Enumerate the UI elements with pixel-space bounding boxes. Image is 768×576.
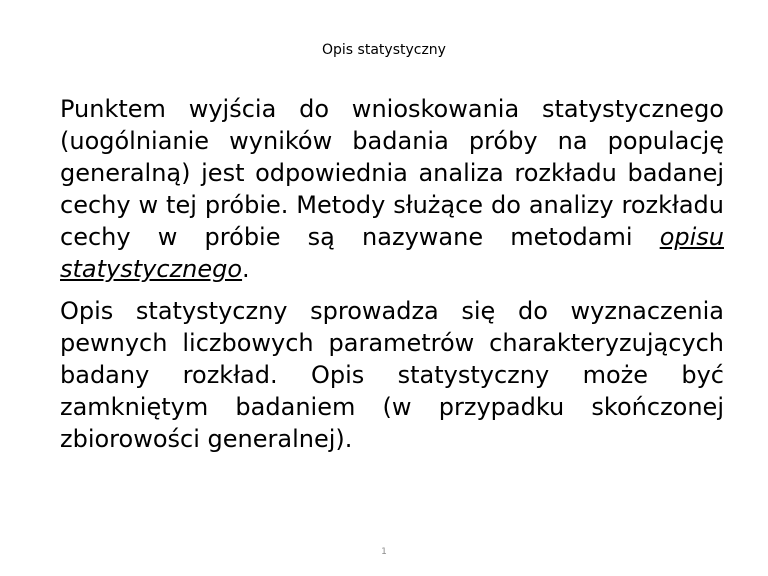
paragraph-intro-text: Punktem wyjścia do wnioskowania statystycznego (uogólnianie wyników badania próby na populację generalną) jest odpowiednia analiza rozkładu badanej cechy w tej próbie. Metody służące do analizy rozkładu cechy w próbie są nazywane metodami bbox=[60, 95, 724, 251]
slide-title: Opis statystyczny bbox=[322, 42, 446, 58]
paragraph-intro-end: . bbox=[242, 255, 250, 283]
page-number: 1 bbox=[381, 547, 387, 557]
paragraph-description: Opis statystyczny sprowadza się do wyznaczenia pewnych liczbowych parametrów charakteryzujących badany rozkład. Opis statystyczny może być zamkniętym badaniem (w przypadku skończonej zbiorowości generalnej). bbox=[60, 297, 724, 453]
slide-body bbox=[60, 93, 724, 455]
term-opis-statystycznego: opisu statystycznego bbox=[60, 223, 724, 283]
paragraph-intro bbox=[60, 93, 724, 285]
